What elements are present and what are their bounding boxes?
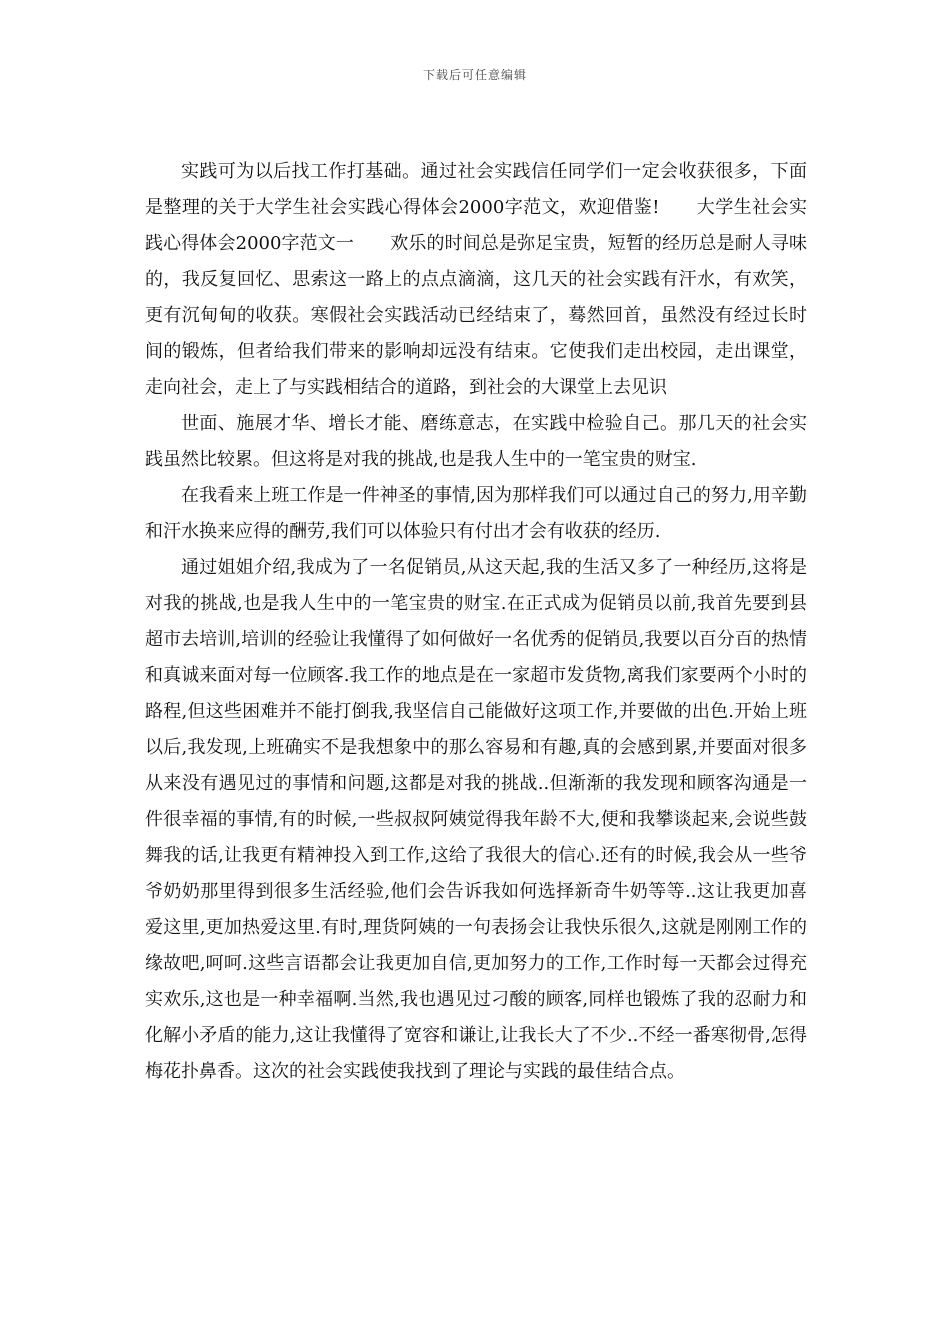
paragraph-3: 在我看来上班工作是一件神圣的事情,因为那样我们可以通过自己的努力,用辛勤和汗水换来应得的酬劳,我们可以体验只有付出才会有收获的经历. <box>145 485 807 542</box>
paragraph-4: 通过姐姐介绍,我成为了一名促销员,从这天起,我的生活又多了一种经历,这将是对我的挑战,也是我人生中的一笔宝贵的财宝.在正式成为促销员以前,我首先要到县超市去培训,培训的经验让我懂得了如何做好一名优秀的促销员,我要以百分百的热情和真诚来面对每一位顾客.我工作的地点是在一家超市发货物,离我们家要两个小时的路程,但这些困难并不能打倒我,我坚信自己能做好这项工作,并要做的出色.开始上班以后,我发现,上班确实不是我想象中的那么容易和有趣,真的会感到累,并要面对很多从来没有遇见过的事情和问题,这都是对我的挑战..但渐渐的我发现和顾客沟通是一件很幸福的事情,有的时候,一些叔叔阿姨觉得我年龄不大,便和我攀谈起来,会说些鼓舞我的话,让我更有精神投入到工作,这给了我很大的信心.还有的时候,我会从一些爷爷奶奶那里得到很多生活经验,他们会告诉我如何选择新奇牛奶等等..这让我更加喜爱这里,更加热爱这里.有时,理货阿姨的一句表扬会让我快乐很久,这就是刚刚工作的缘故吧,呵呵.这些言语都会让我更加自信,更加努力的工作,工作时每一天都会过得充实欢乐,这也是一种幸福啊.当然,我也遇见过刁酸的顾客,同样也锻炼了我的忍耐力和化解小矛盾的能力,这让我懂得了宽容和谦让,让我长大了不少..不经一番寒彻骨,怎得梅花扑鼻香。这次的社会实践使我找到了理论与实践的最佳结合点。 <box>145 557 807 1082</box>
page-header: 下载后可任意编辑 <box>422 68 527 82</box>
paragraph-2: 世面、施展才华、增长才能、磨练意志，在实践中检验自己。那几天的社会实践虽然比较累。但这将是对我的挑战,也是我人生中的一笔宝贵的财宝. <box>145 413 807 470</box>
document-body <box>145 154 807 1090</box>
paragraph-1: 实践可为以后找工作打基础。通过社会实践信任同学们一定会收获很多，下面是整理的关于大学生社会实践心得体会2000字范文，欢迎借鉴! 大学生社会实践心得体会2000字范文一 欢乐的时间总是弥足宝贵，短暂的经历总是耐人寻味的，我反复回忆、思索这一路上的点点滴滴，这几天的社会实践有汗水，有欢笑，更有沉甸甸的收获。寒假社会实践活动已经结束了，蓦然回首，虽然没有经过长时间的锻炼，但者给我们带来的影响却远没有结束。它使我们走出校园，走出课堂，走向社会，走上了与实践相结合的道路，到社会的大课堂上去见识 <box>145 161 807 398</box>
